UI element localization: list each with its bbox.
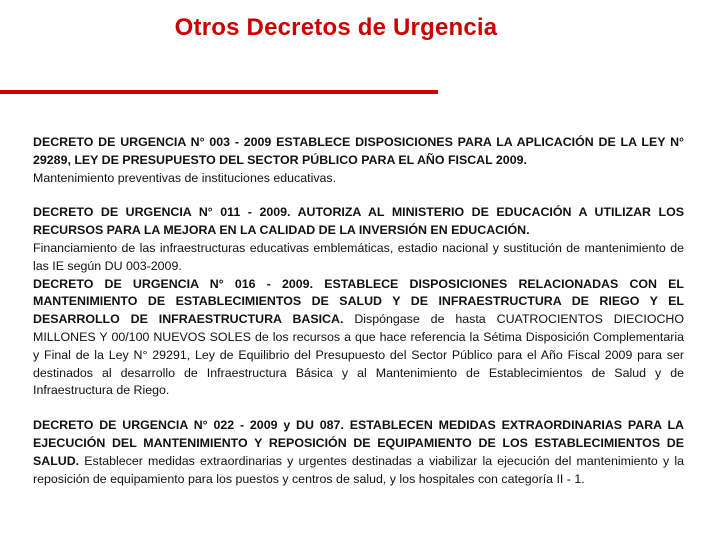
title-underline [0,90,438,94]
decree-body: Mantenimiento preventivas de instituciones educativas. [33,170,337,185]
decree-body: Dispóngase de hasta CUATROCIENTOS DIECIOCHO MILLONES Y 00/100 NUEVOS SOLES de los recursos a que hace referencia la Sétima Disposición Complementaria y Final de la Ley N° 29291, Ley de Equilibrio del Presupuesto del Sector Público para el Año Fiscal 2009 para ser destinados al desarrollo de Infraestructura Básica y al Mantenimiento de Establecimientos de Salud y de Infraestructura de Riego. [33,312,684,398]
decree-item-011 [33,204,684,275]
decree-body: Financiamiento de las infraestructuras educativas emblemáticas, estadio nacional y sustitución de mantenimiento de las IE según DU 003-2009. [33,240,684,273]
decrees-list [33,134,684,488]
decree-heading: DECRETO DE URGENCIA N° 022 - 2009 y DU 087. ESTABLECEN MEDIDAS EXTRAORDINARIAS PARA LA EJECUCIÓN DEL MANTENIMIENTO Y REPOSICIÓN DE EQUIPAMIENTO DE LOS ESTABLECIMIENTOS DE SALUD. [33,418,684,468]
decree-item-022 [33,417,684,488]
decree-item-016 [33,276,684,401]
decree-heading: DECRETO DE URGENCIA N° 011 - 2009. AUTORIZA AL MINISTERIO DE EDUCACIÓN A UTILIZAR LOS RECURSOS PARA LA MEJORA EN LA CALIDAD DE LA INVERSIÓN EN EDUCACIÓN. [33,205,684,238]
decree-body: Establecer medidas extraordinarias y urgentes destinadas a viabilizar la ejecución del mantenimiento y la reposición de equipamiento para los puestos y centros de salud, y los hospitales con categoría II - 1. [33,453,684,486]
decree-heading: DECRETO DE URGENCIA N° 003 - 2009 ESTABLECE DISPOSICIONES PARA LA APLICACIÓN DE LA LEY N° 29289, LEY DE PRESUPUESTO DEL SECTOR PÚBLICO PARA EL AÑO FISCAL 2009. [33,135,684,167]
page-title: Otros Decretos de Urgencia [174,14,498,41]
decree-heading: DECRETO DE URGENCIA N° 016 - 2009. ESTABLECE DISPOSICIONES RELACIONADAS CON EL MANTENIMIENTO DE ESTABLECIMIENTOS DE SALUD Y DE INFRAESTRUCTURA DE RIEGO Y EL DESARROLLO DE INFRAESTRUCTURA BASICA. [33,276,684,327]
decree-item-003 [33,134,684,187]
